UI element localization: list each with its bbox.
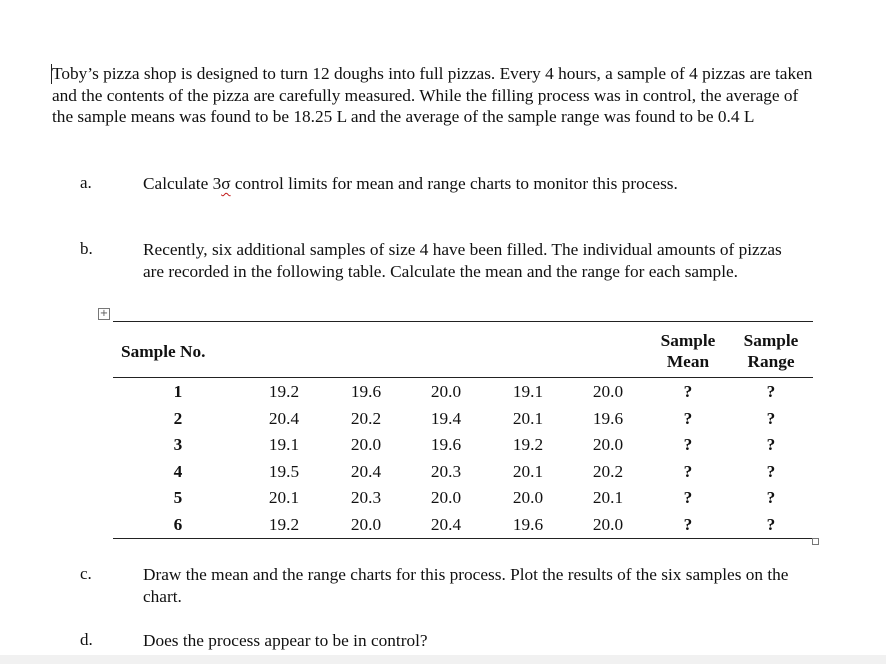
table-cell-v3: 19.6 xyxy=(430,435,462,455)
table-cell-no: 5 xyxy=(173,488,183,508)
header-sample-no: Sample No. xyxy=(121,342,206,361)
table-cell-v4: 19.2 xyxy=(512,435,544,455)
table-cell-range: ? xyxy=(766,408,776,428)
table-cell-v2: 20.0 xyxy=(350,435,382,455)
question-d-letter: d. xyxy=(80,630,93,649)
table-cell-range: ? xyxy=(766,461,776,481)
table-cell-v1: 20.4 xyxy=(268,408,300,428)
table-cell-v4: 19.6 xyxy=(512,515,544,534)
table-cell-v2: 20.3 xyxy=(350,488,382,508)
question-b-text: Recently, six additional samples of size 4 have been filled. The individual amounts of pizzas are recorded in the following table. Calculate the mean and the range for each sample. xyxy=(143,240,782,281)
question-c-letter: c. xyxy=(80,564,92,583)
table-cell-mean: ? xyxy=(683,382,693,401)
question-a-text: Calculate 3σ control limits for mean and range charts to monitor this process. xyxy=(143,174,678,193)
table-cell-no: 6 xyxy=(173,515,183,534)
table-cell-mean: ? xyxy=(683,461,693,481)
question-c-text: Draw the mean and the range charts for this process. Plot the results of the six samples on the chart. xyxy=(143,565,789,606)
table-cell-v3: 19.4 xyxy=(430,408,462,428)
table-cell-v1: 19.2 xyxy=(268,515,300,534)
question-b-letter: b. xyxy=(80,239,93,258)
table-cell-v5: 20.1 xyxy=(592,488,624,508)
table-cell-v5: 20.0 xyxy=(592,382,624,401)
problem-intro: Toby’s pizza shop is designed to turn 12 doughs into full pizzas. Every 4 hours, a sample of 4 pizzas are taken and the contents of the pizza are carefully measured. While the filling process was in control, the average of the sample means was found to be 18.25 L and the average of the sample range was found to be 0.4 L xyxy=(52,64,813,127)
table-cell-v2: 20.2 xyxy=(350,408,382,428)
table-cell-v1: 19.1 xyxy=(268,435,300,455)
table-header-rule xyxy=(113,377,813,378)
table-cell-v5: 20.2 xyxy=(592,461,624,481)
window-bottom-bar xyxy=(0,655,886,664)
table-cell-mean: ? xyxy=(683,408,693,428)
table-cell-range: ? xyxy=(766,515,776,534)
table-cell-v4: 20.1 xyxy=(512,408,544,428)
table-cell-v5: 20.0 xyxy=(592,435,624,455)
question-a-letter: a. xyxy=(80,173,92,192)
sigma-symbol: σ xyxy=(221,174,231,193)
table-cell-v3: 20.0 xyxy=(430,488,462,508)
table-cell-range: ? xyxy=(766,488,776,508)
table-cell-v5: 20.0 xyxy=(592,515,624,534)
table-cell-v5: 19.6 xyxy=(592,408,624,428)
table-cell-v2: 20.0 xyxy=(350,515,382,534)
header-sample-range: Sample Range xyxy=(743,331,799,371)
table-cell-mean: ? xyxy=(683,488,693,508)
table-cell-v1: 19.2 xyxy=(268,382,300,401)
table-cell-v4: 19.1 xyxy=(512,382,544,401)
table-cell-no: 1 xyxy=(173,382,183,401)
header-sample-mean: Sample Mean xyxy=(660,331,716,371)
table-resize-handle[interactable] xyxy=(812,538,819,545)
table-cell-v3: 20.3 xyxy=(430,461,462,481)
table-cell-v1: 20.1 xyxy=(268,488,300,508)
table-cell-v4: 20.0 xyxy=(512,488,544,508)
table-cell-range: ? xyxy=(766,435,776,455)
table-cell-v3: 20.4 xyxy=(430,515,462,534)
table-cell-no: 3 xyxy=(173,435,183,455)
table-cell-v4: 20.1 xyxy=(512,461,544,481)
table-cell-v2: 20.4 xyxy=(350,461,382,481)
table-cell-no: 2 xyxy=(173,408,183,428)
table-bottom-rule xyxy=(113,538,813,539)
table-cell-v3: 20.0 xyxy=(430,382,462,401)
table-cell-range: ? xyxy=(766,382,776,401)
table-cell-no: 4 xyxy=(173,461,183,481)
table-move-handle-icon[interactable]: + xyxy=(99,308,109,319)
table-cell-mean: ? xyxy=(683,515,693,534)
table-cell-mean: ? xyxy=(683,435,693,455)
table-top-rule xyxy=(113,321,813,322)
table-cell-v1: 19.5 xyxy=(268,461,300,481)
table-cell-v2: 19.6 xyxy=(350,382,382,401)
question-d-text: Does the process appear to be in control? xyxy=(143,631,428,650)
